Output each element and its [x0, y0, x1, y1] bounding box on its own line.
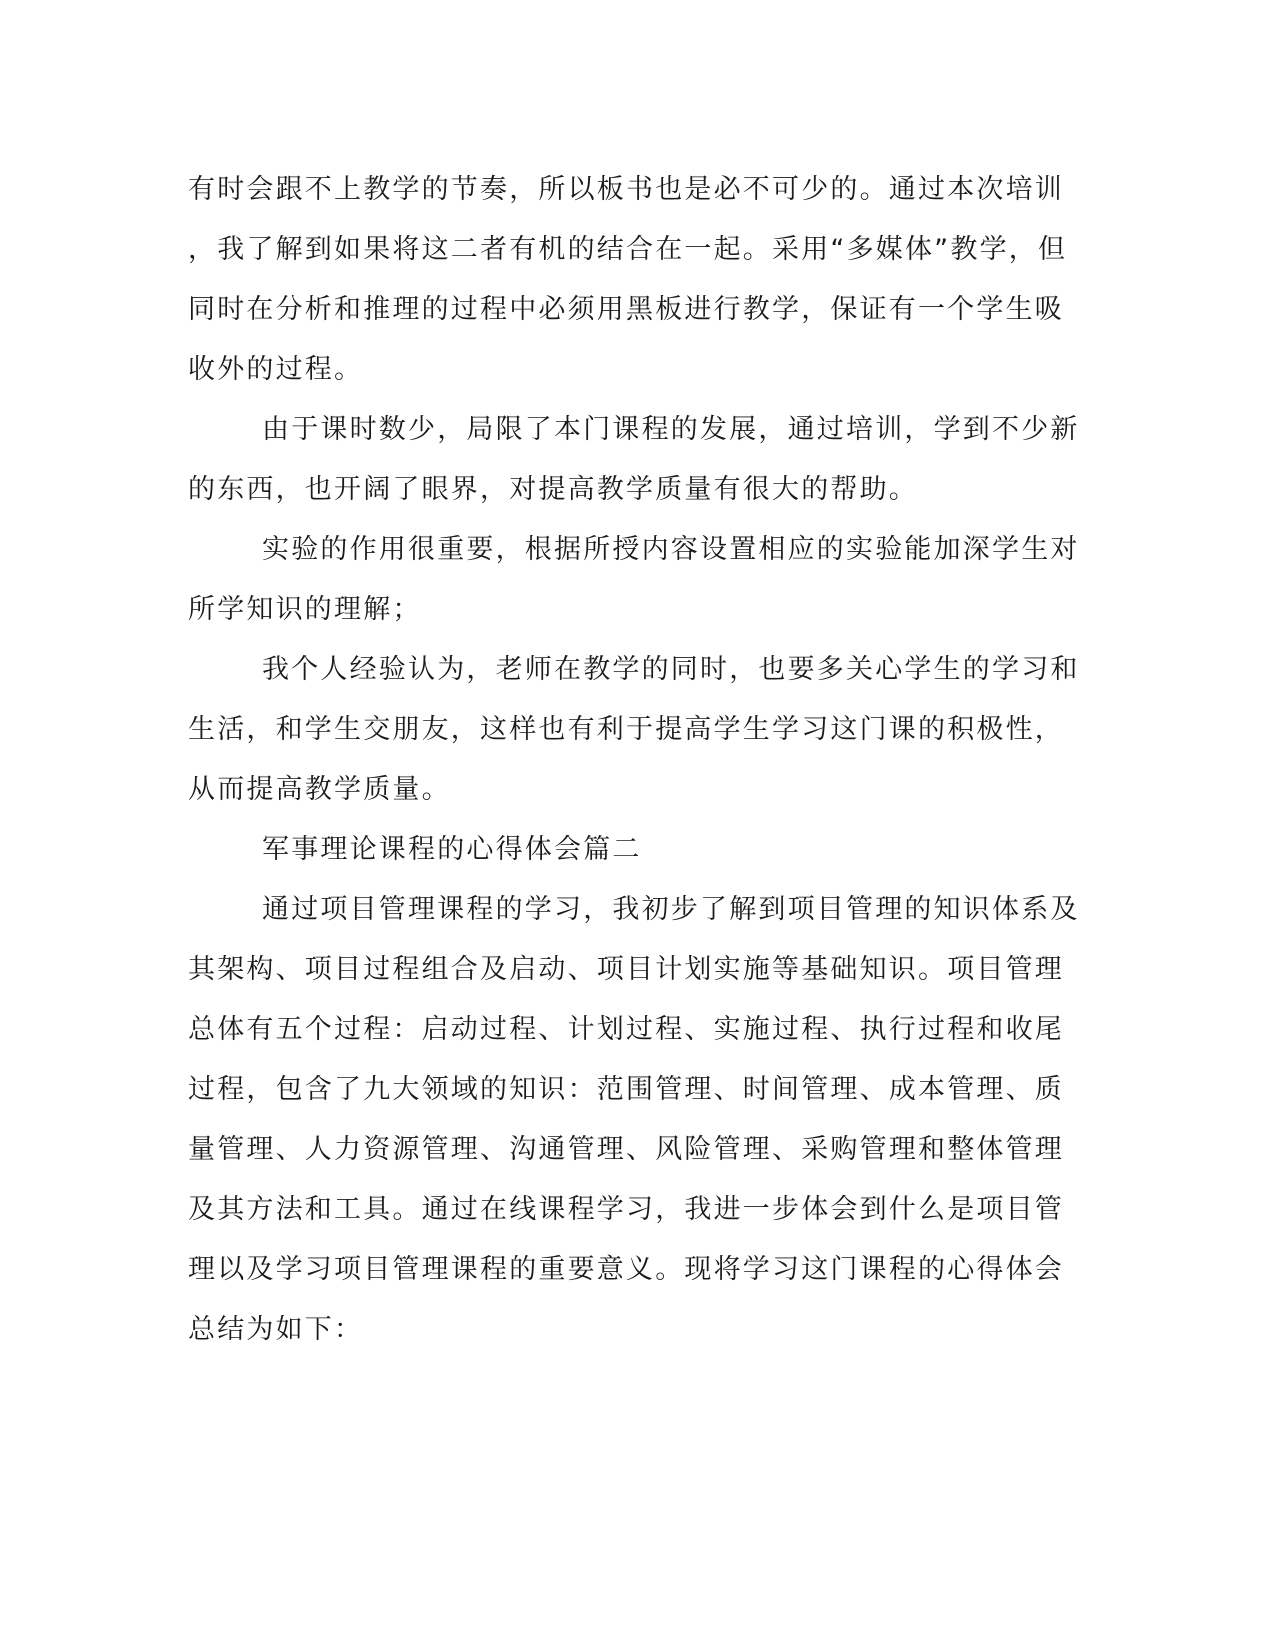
paragraph-line: 有时会跟不上教学的节奏，所以板书也是必不可少的。通过本次培训: [188, 174, 1064, 205]
paragraph-line: 量管理、人力资源管理、沟通管理、风险管理、采购管理和整体管理: [188, 1134, 1064, 1165]
paragraph-line: 总体有五个过程：启动过程、计划过程、实施过程、执行过程和收尾: [188, 1014, 1064, 1045]
paragraph-line: 的东西，也开阔了眼界，对提高教学质量有很大的帮助。: [188, 474, 918, 505]
paragraph-line: 生活，和学生交朋友，这样也有利于提高学生学习这门课的积极性，: [188, 714, 1064, 745]
paragraph-line: 理以及学习项目管理课程的重要意义。现将学习这门课程的心得体会: [188, 1254, 1064, 1285]
paragraph-line: 实验的作用很重要，根据所授内容设置相应的实验能加深学生对: [262, 534, 1080, 565]
paragraph-line: 总结为如下：: [188, 1314, 364, 1345]
paragraph-line: 同时在分析和推理的过程中必须用黑板进行教学，保证有一个学生吸: [188, 294, 1064, 325]
paragraph-line: ，我了解到如果将这二者有机的结合在一起。采用“多媒体”教学，但: [188, 234, 1068, 265]
paragraph-line: 收外的过程。: [188, 354, 364, 385]
paragraph-line: 其架构、项目过程组合及启动、项目计划实施等基础知识。项目管理: [188, 954, 1064, 985]
paragraph-line: 所学知识的理解；: [188, 594, 422, 625]
paragraph-line: 通过项目管理课程的学习，我初步了解到项目管理的知识体系及: [262, 894, 1080, 925]
section-heading: 军事理论课程的心得体会篇二: [262, 834, 642, 865]
paragraph-line: 由于课时数少，局限了本门课程的发展，通过培训，学到不少新: [262, 414, 1080, 445]
paragraph-line: 及其方法和工具。通过在线课程学习，我进一步体会到什么是项目管: [188, 1194, 1064, 1225]
paragraph-line: 从而提高教学质量。: [188, 774, 451, 805]
paragraph-line: 我个人经验认为，老师在教学的同时，也要多关心学生的学习和: [262, 654, 1080, 685]
paragraph-line: 过程，包含了九大领域的知识：范围管理、时间管理、成本管理、质: [188, 1074, 1064, 1105]
